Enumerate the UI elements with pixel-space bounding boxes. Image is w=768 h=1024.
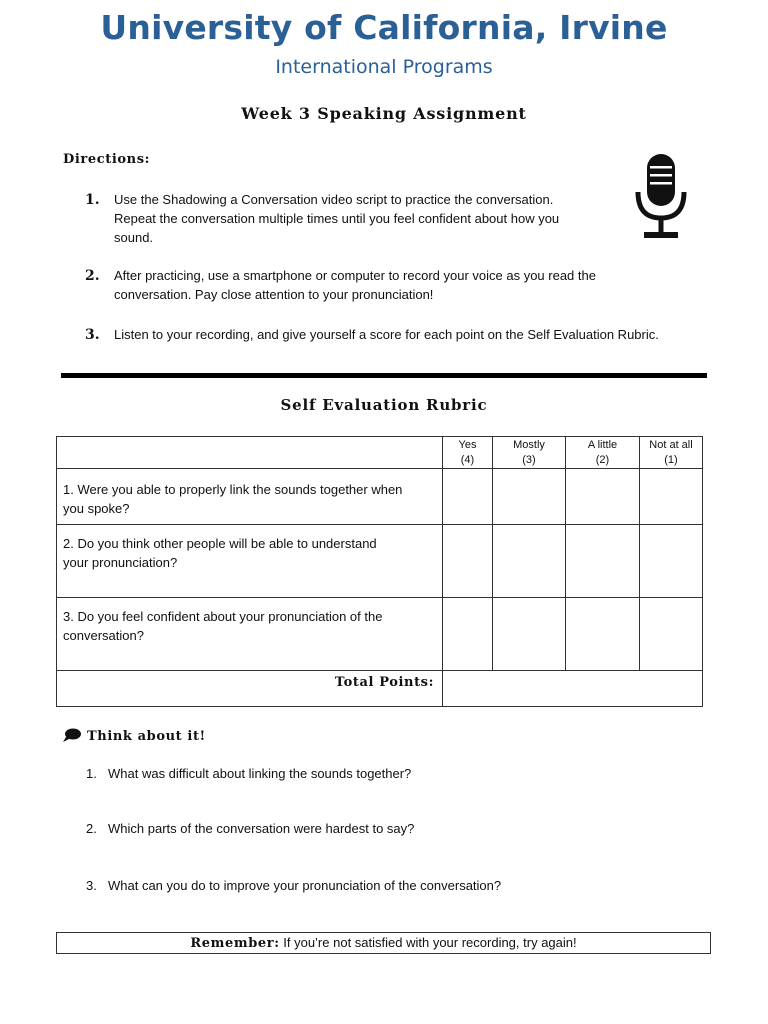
remember-text: If you’re not satisfied with your recording, try again! [283, 935, 577, 950]
step-2-text [114, 266, 674, 304]
column-header-not-at-all [640, 437, 703, 469]
speech-bubble-icon [63, 728, 81, 742]
think-question: What can you do to improve your pronunciation of the conversation? [108, 878, 502, 893]
column-label: Not at all [649, 438, 693, 451]
rubric-question [57, 598, 443, 671]
think-question: What was difficult about linking the sounds together? [108, 766, 412, 781]
question-number: 3. [86, 878, 97, 893]
question-line: 2. Do you think other people will be able to understand [63, 536, 377, 551]
score-cell[interactable] [640, 525, 703, 598]
question-line: your pronunciation? [63, 555, 178, 570]
table-row [57, 469, 703, 525]
remember-label: Remember: [190, 936, 280, 951]
column-score: (2) [595, 453, 610, 466]
question-line: you spoke? [63, 501, 130, 516]
step-line: After practicing, use a smartphone or computer to record your voice as you read the [114, 268, 596, 283]
total-points-label: Total Points: [57, 671, 443, 707]
table-row [57, 525, 703, 598]
score-cell[interactable] [493, 525, 566, 598]
score-cell[interactable] [493, 469, 566, 525]
total-row [57, 671, 703, 707]
step-line: sound. [114, 230, 154, 245]
step-number: 2. [85, 268, 100, 284]
column-label: Yes [458, 438, 477, 451]
think-heading-label: Think about it! [87, 729, 206, 744]
column-score: (4) [460, 453, 475, 466]
score-cell[interactable] [566, 525, 640, 598]
column-header-yes [443, 437, 493, 469]
remember-box [56, 932, 711, 954]
question-line: conversation? [63, 628, 144, 643]
header-blank-cell [57, 437, 443, 469]
rubric-table [56, 436, 703, 707]
question-line: 1. Were you able to properly link the sounds together when [63, 482, 403, 497]
assignment-title: Week 3 Speaking Assignment [241, 104, 527, 123]
score-cell[interactable] [566, 469, 640, 525]
rubric-header-row [57, 437, 703, 469]
table-row [57, 598, 703, 671]
rubric-title: Self Evaluation Rubric [280, 396, 488, 414]
score-cell[interactable] [640, 469, 703, 525]
score-cell[interactable] [493, 598, 566, 671]
step-3-text [114, 325, 714, 344]
column-label: A little [587, 438, 618, 451]
microphone-icon [632, 152, 690, 244]
column-score: (3) [522, 453, 536, 466]
column-score: (1) [664, 453, 678, 466]
university-name: University of California, Irvine [100, 8, 668, 47]
score-cell[interactable] [566, 598, 640, 671]
score-cell[interactable] [443, 598, 493, 671]
step-line: Repeat the conversation multiple times until you feel confident about how you [114, 211, 560, 226]
step-number: 1. [85, 192, 100, 208]
score-cell[interactable] [443, 469, 493, 525]
question-line: 3. Do you feel confident about your pronunciation of the [63, 609, 383, 624]
step-line: Use the Shadowing a Conversation video script to practice the conversation. [114, 192, 554, 207]
rubric-question [57, 525, 443, 598]
step-number: 3. [85, 327, 100, 343]
think-question: Which parts of the conversation were hardest to say? [108, 821, 415, 836]
score-cell[interactable] [443, 525, 493, 598]
score-cell[interactable] [640, 598, 703, 671]
total-points-cell[interactable] [443, 671, 703, 707]
question-number: 1. [86, 766, 97, 781]
rubric-question [57, 469, 443, 525]
think-heading [63, 728, 206, 744]
directions-heading: Directions: [63, 152, 151, 167]
department-name: International Programs [275, 56, 493, 78]
question-number: 2. [86, 821, 97, 836]
column-header-a-little [566, 437, 640, 469]
section-divider [61, 373, 707, 378]
step-line: conversation. Pay close attention to your pronunciation! [114, 287, 434, 302]
column-header-mostly [493, 437, 566, 469]
step-line: Listen to your recording, and give yourself a score for each point on the Self Evaluation Rubric. [114, 327, 659, 342]
step-1-text [114, 190, 644, 247]
column-label: Mostly [513, 438, 545, 451]
